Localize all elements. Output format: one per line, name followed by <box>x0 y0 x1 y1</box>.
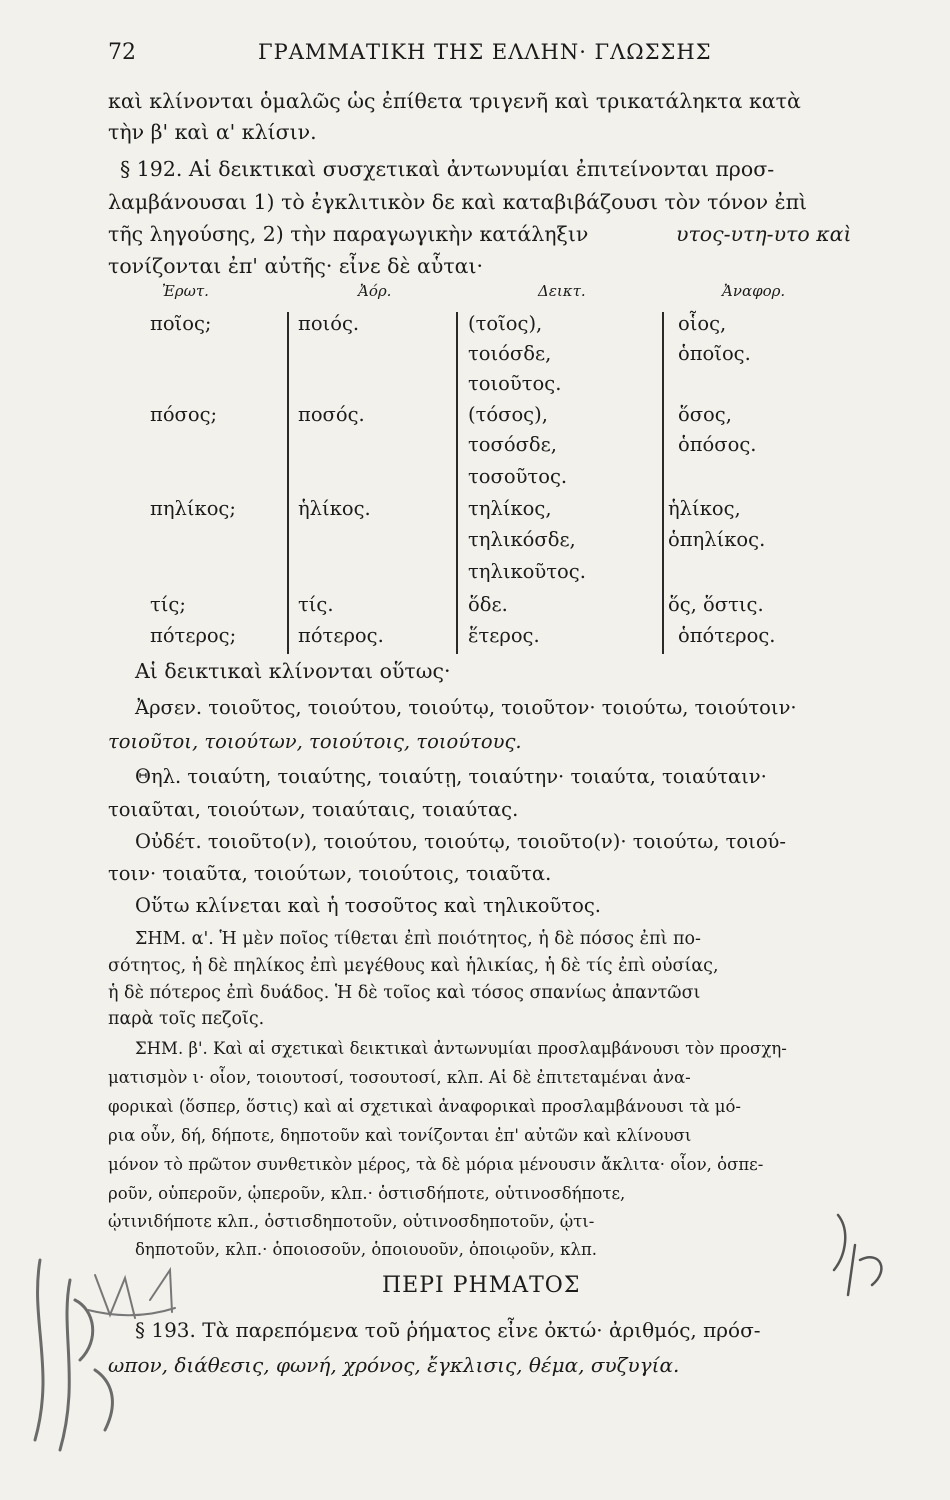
para-192-line-3a: τῆς ληγούσης, 2) τὴν παραγωγικὴν κατάληξιν <box>108 222 589 246</box>
table-cell: τοσόσδε, <box>468 433 557 456</box>
page-number: 72 <box>108 40 136 65</box>
table-cell: ἡλίκος. <box>298 497 371 520</box>
note-b-line-7: ᾡτινιδήποτε κλπ., ὁστισδηποτοῦν, οὑτινοσδηποτοῦν, ᾡτι- <box>108 1212 595 1231</box>
table-cell: τοσοῦτος. <box>468 465 568 488</box>
table-cell: τηλικοῦτος. <box>468 560 586 583</box>
table-rule-1 <box>287 312 289 654</box>
decl-thil-1: Θηλ. τοιαύτη, τοιαύτης, τοιαύτῃ, τοιαύτην· τοιαύτα, τοιαύταιν· <box>135 765 767 788</box>
decl-intro: Αἱ δεικτικαὶ κλίνονται οὕτως· <box>135 659 451 683</box>
pencil-marginalia <box>0 1200 950 1500</box>
table-cell: τίς; <box>150 593 186 616</box>
table-cell: ὅς, ὅστις. <box>668 593 764 616</box>
table-cell: τοιοῦτος. <box>468 372 562 395</box>
pencil-scribble-right <box>834 1215 881 1295</box>
table-cell: πότερος; <box>150 624 237 647</box>
table-cell: οἷος, <box>678 312 727 335</box>
table-cell: ἕτερος. <box>468 624 540 647</box>
table-cell: (τοῖος), <box>468 312 543 335</box>
intro-line-2: τὴν β' καὶ α' κλίσιν. <box>108 120 317 144</box>
pencil-scribble-center <box>88 1270 175 1318</box>
note-a-line-4: παρὰ τοῖς πεζοῖς. <box>108 1009 265 1029</box>
para-192-line-3b: υτος-υτη-υτο καὶ <box>676 222 852 246</box>
table-cell: πότερος. <box>298 624 384 647</box>
note-b-line-8: δηποτοῦν, κλπ.· ὁποιοσοῦν, ὁποιουοῦν, ὁποιῳοῦν, κλπ. <box>135 1240 598 1259</box>
decl-arsen-2: τοιοῦτοι, τοιούτων, τοιούτοις, τοιούτους. <box>108 730 522 753</box>
para-193-line-2: ωπον, διάθεσις, φωνή, χρόνος, ἔγκλισις, θέμα, συζυγία. <box>108 1353 680 1377</box>
table-cell: τηλίκος, <box>468 497 552 520</box>
note-b-line-2: ματισμὸν ι· οἷον, τοιουτοσί, τοσουτοσί, κλπ. Αἱ δὲ ἐπιτεταμέναι ἀνα- <box>108 1068 691 1087</box>
decl-also: Οὕτω κλίνεται καὶ ἡ τοσοῦτος καὶ τηλικοῦτος. <box>135 894 601 917</box>
note-a-line-3: ἡ δὲ πότερος ἐπὶ δυάδος. Ἡ δὲ τοῖος καὶ τόσος σπανίως ἀπαντῶσι <box>108 983 701 1003</box>
table-cell: ὁποῖος. <box>678 342 751 365</box>
table-cell: τίς. <box>298 593 334 616</box>
table-header-aor: Ἀόρ. <box>358 282 392 300</box>
note-b-line-3: φορικαὶ (ὅσπερ, ὅστις) καὶ αἱ σχετικαὶ ἀναφορικαὶ προσλαμβάνουσι τὰ μό- <box>108 1097 741 1116</box>
decl-arsen-1: Ἀρσεν. τοιοῦτος, τοιούτου, τοιούτῳ, τοιοῦτον· τοιούτω, τοιούτοιν· <box>135 696 797 719</box>
decl-thil-2: τοιαῦται, τοιούτων, τοιαύταις, τοιαύτας. <box>108 798 519 821</box>
note-b-line-1: ΣΗΜ. β'. Καὶ αἱ σχετικαὶ δεικτικαὶ ἀντωνυμίαι προσλαμβάνουσι τὸν προσχη- <box>135 1039 787 1058</box>
table-cell: ὁπηλίκος. <box>668 528 766 551</box>
table-cell: ὁπόσος. <box>678 433 757 456</box>
para-192-line-2: λαμβάνουσαι 1) τὸ ἐγκλιτικὸν δε καὶ καταβιβάζουσι τὸν τόνον ἐπὶ <box>108 190 808 214</box>
decl-oudet-1: Οὐδέτ. τοιοῦτο(ν), τοιούτου, τοιούτῳ, τοιοῦτο(ν)· τοιούτω, τοιού- <box>135 830 787 853</box>
note-b-line-5: μόνον τὸ πρῶτον συνθετικὸν μέρος, τὰ δὲ μόρια μένουσιν ἄκλιτα· οἷον, ὁσπε- <box>108 1155 764 1174</box>
decl-oudet-2: τοιν· τοιαῦτα, τοιούτων, τοιούτοις, τοιαῦτα. <box>108 862 552 885</box>
section-title: ΠΕΡΙ ΡΗΜΑΤΟΣ <box>382 1273 581 1298</box>
table-rule-2 <box>456 312 458 654</box>
table-header-erot: Ἐρωτ. <box>162 282 209 300</box>
note-b-line-4: ρια οὖν, δή, δήποτε, δηποτοῦν καὶ τονίζονται ἐπ' αὐτῶν καὶ κλίνουσι <box>108 1126 692 1145</box>
table-cell: ποῖος; <box>150 312 212 335</box>
table-header-deikt: Δεικτ. <box>538 282 586 300</box>
table-cell: ποσός. <box>298 403 365 426</box>
table-header-anafor: Ἀναφορ. <box>722 282 786 300</box>
para-192-line-1: § 192. Αἱ δεικτικαὶ συσχετικαὶ ἀντωνυμίαι ἐπιτείνονται προσ- <box>120 157 775 181</box>
intro-line-1: καὶ κλίνονται ὁμαλῶς ὡς ἐπίθετα τριγενῆ καὶ τρικατάληκτα κατὰ <box>108 89 801 113</box>
para-193-line-1: § 193. Τὰ παρεπόμενα τοῦ ῥήματος εἶνε ὀκτώ· ἀριθμός, πρόσ- <box>135 1318 761 1342</box>
table-cell: πόσος; <box>150 403 218 426</box>
para-192-line-4: τονίζονται ἐπ' αὐτῆς· εἶνε δὲ αὗται· <box>108 254 484 278</box>
table-cell: ὁπότερος. <box>678 624 776 647</box>
table-rule-3 <box>662 312 664 654</box>
table-cell: (τόσος), <box>468 403 548 426</box>
table-cell: ὅσος, <box>678 403 732 426</box>
table-cell: ποιός. <box>298 312 360 335</box>
table-cell: ὅδε. <box>468 593 508 616</box>
note-a-line-2: σότητος, ἡ δὲ πηλίκος ἐπὶ μεγέθους καὶ ἡλικίας, ἡ δὲ τίς ἐπὶ οὐσίας, <box>108 956 719 976</box>
table-cell: ἡλίκος, <box>668 497 741 520</box>
note-a-line-1: ΣΗΜ. α'. Ἡ μὲν ποῖος τίθεται ἐπὶ ποιότητος, ἡ δὲ πόσος ἐπὶ πο- <box>135 929 701 949</box>
note-b-line-6: ροῦν, οὑπεροῦν, ᾡπεροῦν, κλπ.· ὁστισδήποτε, οὑτινοσδήποτε, <box>108 1184 626 1203</box>
running-title: ΓΡΑΜΜΑΤΙΚΗ ΤΗΣ ΕΛΛΗΝ· ΓΛΩΣΣΗΣ <box>258 40 712 64</box>
table-cell: πηλίκος; <box>150 497 236 520</box>
table-cell: τηλικόσδε, <box>468 528 576 551</box>
table-cell: τοιόσδε, <box>468 342 552 365</box>
